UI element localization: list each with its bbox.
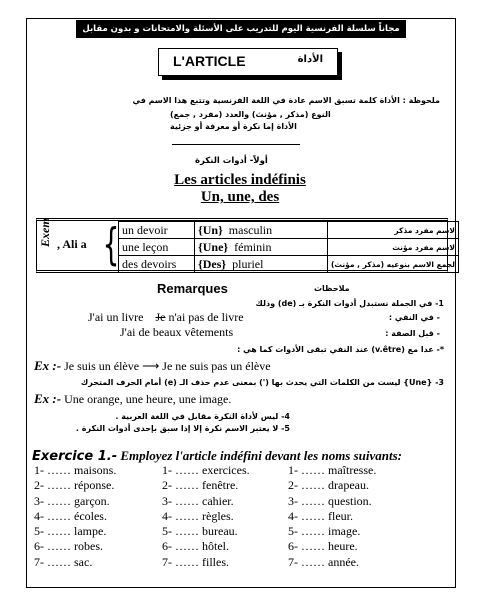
- remark-1a-fr: [88, 310, 244, 325]
- list-item: 6- …… heure.: [288, 539, 358, 554]
- list-item: 4- …… fleur.: [288, 508, 353, 523]
- section-heading-ar: أولاً- أدوات النكرة: [195, 156, 268, 166]
- title-ar: الأداة: [297, 54, 323, 65]
- list-item: 4- …… règles.: [162, 508, 234, 523]
- list-item: 3- …… garçon.: [34, 493, 110, 508]
- note-line-1: ملحوظة : الأداة كلمة تسبق الاسم عادة في اللغة الفرنسية وتتبع هذا الاسم في: [132, 96, 440, 105]
- list-item: 5- …… bureau.: [162, 524, 238, 539]
- list-item: 1- …… exercices.: [162, 463, 250, 477]
- remarques-title-fr: Remarques: [157, 281, 228, 296]
- article-cell: [195, 222, 328, 239]
- remark-1-ar: 1- في الجملة نستبدل أدوات النكرة بـ (de) وذلك: [255, 299, 444, 308]
- remark-1b-ar: - قبل الصفة :: [385, 329, 440, 338]
- list-item: 6- …… robes.: [34, 539, 103, 554]
- list-item: 7- …… sac.: [34, 554, 93, 569]
- list-item: 7- …… année.: [288, 554, 359, 569]
- arrow-icon: ⟶: [142, 359, 160, 373]
- example-subject: , Ali a: [57, 237, 87, 251]
- list-item: 2- …… fenêtre.: [162, 478, 239, 493]
- list-item: 2- …… réponse.: [34, 478, 115, 493]
- list-item: 2- …… drapeau.: [288, 478, 369, 493]
- remark-2-fr: [34, 358, 271, 374]
- divider: [172, 144, 300, 145]
- exercise-column-1: [34, 463, 116, 570]
- noun-cell: une leçon: [119, 239, 195, 256]
- article: {Une}: [198, 239, 229, 254]
- example-side-label: Exem: [38, 218, 52, 247]
- remark-5-ar: 5- لا يعتبر الاسم نكرة إلا إذا سبق بإحدى أدوات النكرة .: [75, 424, 290, 433]
- noun-cell: des devoirs: [119, 256, 195, 273]
- list-item: 7- …… filles.: [162, 554, 229, 569]
- remarques-title-ar: ملاحظات: [314, 284, 350, 293]
- exercise-title: [32, 448, 402, 464]
- list-item: 4- …… écoles.: [34, 508, 107, 523]
- note-line-2: النوع (مذكر , مؤنث) والعدد (مفرد , جمع): [170, 110, 331, 119]
- remark-2-fr-pre: Je suis un élève: [64, 359, 140, 373]
- example-label: Ex :-: [34, 358, 62, 373]
- table-row: [119, 256, 459, 273]
- list-item: 1- …… maisons.: [34, 463, 117, 477]
- table-row: [119, 222, 459, 239]
- list-item: 6- …… hôtel.: [162, 539, 229, 554]
- remark-2-ar: *- عدا مع (v.être) عند النفي تبقى الأدوات كما هي :: [237, 345, 444, 354]
- remark-1a-fr-strike: Je: [155, 310, 166, 324]
- gender: masculin: [228, 222, 273, 237]
- remark-3-fr-text: Une orange, une heure, une image.: [64, 392, 232, 406]
- list-item: 1- …… maîtresse.: [288, 463, 377, 477]
- article: {Des}: [198, 256, 227, 271]
- gender: pluriel: [232, 256, 264, 271]
- title-box: [158, 48, 338, 76]
- remark-1a-ar: - في النفي :: [388, 313, 440, 322]
- remark-1b-fr: J'ai de beaux vêtements: [120, 325, 234, 339]
- arabic-cell: لاسم مفرد مذكر: [328, 222, 459, 239]
- arabic-cell: لجمع الاسم بنوعيه (مذكر , مؤنث): [328, 256, 459, 273]
- exercise-number: Exercice 1.-: [32, 449, 118, 464]
- exercise-column-3: [288, 463, 376, 570]
- article: {Un}: [198, 222, 223, 237]
- note-line-3: الأداة إما نكرة أو معرفة أو جزئية: [170, 122, 297, 131]
- section-subtitle-fr: Un, une, des: [200, 189, 280, 205]
- header-banner: مجاناً سلسلة الفرنسية اليوم للتدريب على الأسئلة والامتحانات و بدون مقابل: [76, 20, 406, 38]
- article-cell: [195, 239, 328, 256]
- brace-icon: {: [102, 219, 120, 270]
- section-title-fr: Les articles indéfinis: [174, 172, 306, 188]
- title-fr: L'ARTICLE: [173, 53, 246, 69]
- table-row: [119, 239, 459, 256]
- remark-3-ar: 3- {Une} ليست من الكلمات التي يحدث بها (') بمعنى عدم حذف الـ (e) أمام الحرف المتحرك: [80, 378, 444, 387]
- article-cell: [195, 256, 328, 273]
- list-item: 5- …… lampe.: [34, 524, 107, 539]
- remark-3-fr: [34, 391, 231, 407]
- exercise-instruction: Employez l'article indéfini devant les noms suivants:: [120, 448, 403, 463]
- remark-4-ar: 4- ليس لأداة النكرة مقابل في اللغة العربية .: [115, 412, 290, 421]
- remark-1a-fr-pre: J'ai un livre: [88, 310, 144, 324]
- remark-1a-fr-post: n'ai pas de livre: [168, 310, 244, 324]
- example-label: Ex :-: [34, 391, 62, 406]
- noun-cell: un devoir: [119, 222, 195, 239]
- exercise-column-2: [162, 463, 250, 570]
- gender: féminin: [234, 239, 272, 254]
- list-item: 3- …… cahier.: [162, 493, 234, 508]
- list-item: 5- …… image.: [288, 524, 361, 539]
- list-item: 3- …… question.: [288, 493, 372, 508]
- remark-2-fr-post: Je ne suis pas un élève: [162, 359, 271, 373]
- arabic-cell: لاسم مفرد مؤنث: [328, 239, 459, 256]
- example-table: [118, 221, 459, 273]
